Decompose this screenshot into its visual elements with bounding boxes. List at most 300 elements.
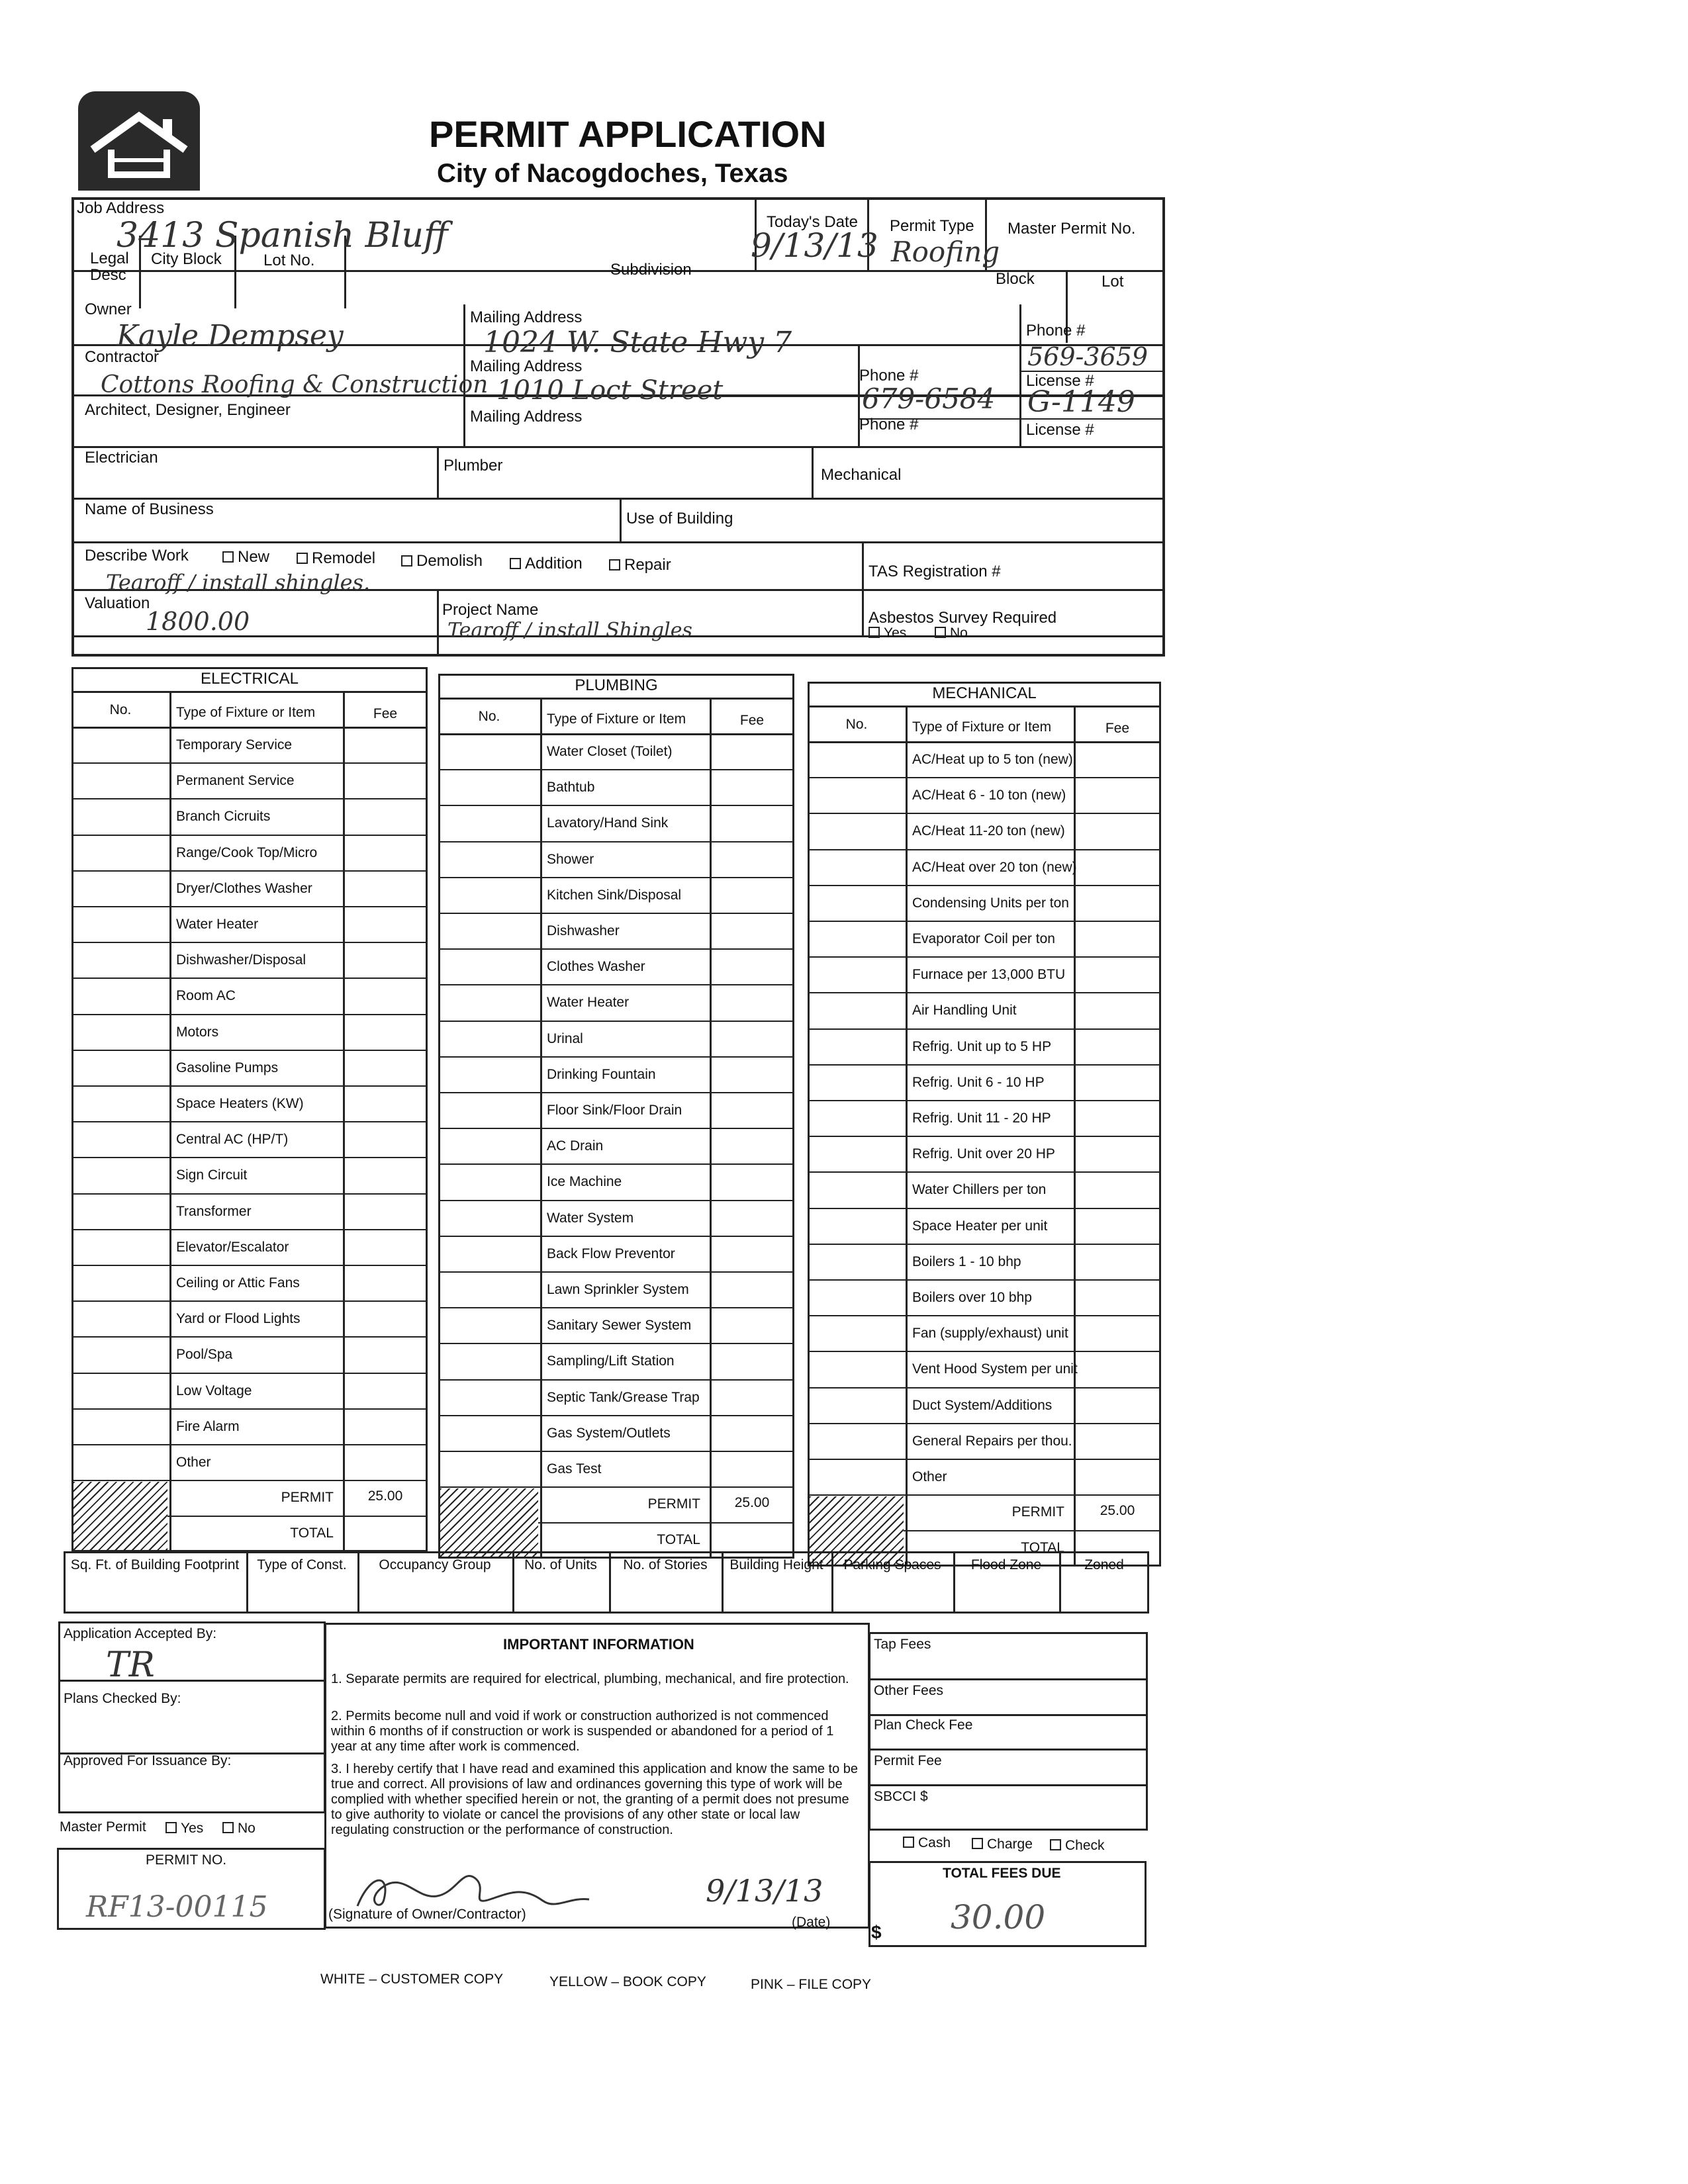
plumbing-item: Water Heater	[547, 995, 630, 1011]
asbestos-yes[interactable]: Yes	[868, 626, 906, 640]
mechanical-item: AC/Heat 6 - 10 ton (new)	[912, 788, 1066, 803]
mechanical-fee-cell[interactable]	[1076, 1281, 1158, 1313]
mechanical-fee-cell[interactable]	[1076, 923, 1158, 954]
electrical-item: Other	[176, 1455, 211, 1470]
electrical-title: ELECTRICAL	[200, 670, 299, 688]
plumbing-item: Urinal	[547, 1030, 583, 1046]
project-name-value[interactable]: Tearoff / install Shingles	[447, 619, 692, 642]
plumbing-item: Dishwasher	[547, 923, 620, 938]
mechanical-fee-cell[interactable]	[1076, 1246, 1158, 1277]
contractor-value[interactable]: Cottons Roofing & Construction	[101, 371, 489, 398]
electrical-fee-cell[interactable]	[346, 764, 425, 796]
plumbing-no-cell[interactable]	[441, 1058, 538, 1090]
plumbing-fee-cell[interactable]	[712, 1345, 792, 1377]
mechanical-no-cell[interactable]	[810, 1353, 903, 1385]
plumbing-no-cell[interactable]	[441, 1453, 538, 1484]
house-icon	[78, 91, 200, 191]
mechanical-fee-cell[interactable]	[1076, 1353, 1158, 1385]
plumbing-item: Back Flow Preventor	[547, 1246, 675, 1261]
mechanical-fee-cell[interactable]	[1076, 815, 1158, 846]
plumbing-no-cell[interactable]	[441, 1023, 538, 1054]
electrical-no-cell[interactable]	[74, 1446, 167, 1478]
electrical-fee-cell[interactable]	[346, 1375, 425, 1406]
tap-fees-label: Tap Fees	[874, 1637, 931, 1652]
electrical-item: Temporary Service	[176, 737, 293, 752]
signature-date-value: 9/13/13	[706, 1873, 823, 1909]
payment-cash[interactable]: Cash	[903, 1836, 951, 1850]
plumbing-no-cell[interactable]	[441, 771, 538, 803]
plumbing-title: PLUMBING	[575, 676, 658, 694]
mechanical-fee-cell[interactable]	[1076, 851, 1158, 883]
plumbing-fee-cell[interactable]	[712, 843, 792, 875]
owner-mailing-address-value[interactable]: 1024 W. State Hwy 7	[483, 326, 792, 359]
electrical-fee-cell[interactable]	[346, 1123, 425, 1155]
mechanical-no-cell[interactable]	[810, 994, 903, 1026]
plumbing-fee-cell[interactable]	[712, 1130, 792, 1161]
contractor-label: Contractor	[85, 348, 160, 366]
electrical-total-label: TOTAL	[290, 1525, 334, 1541]
job-address-value[interactable]: 3413 Spanish Bluff	[117, 216, 448, 255]
mechanical-item: Duct System/Additions	[912, 1397, 1053, 1413]
mechanical-no-cell[interactable]	[810, 887, 903, 919]
plumbing-fee-cell[interactable]	[712, 1202, 792, 1234]
electrical-hatch	[73, 1482, 167, 1549]
electrical-fee-cell[interactable]	[346, 1446, 425, 1478]
building-info-no-of-units: No. of Units	[524, 1557, 597, 1572]
mechanical-item: Refrig. Unit 11 - 20 HP	[912, 1111, 1051, 1126]
plumbing-permit-fee: 25.00	[734, 1495, 770, 1511]
electrical-no-cell[interactable]	[74, 944, 167, 976]
mechanical-item: Space Heater per unit	[912, 1218, 1048, 1234]
work-option-addition[interactable]: Addition	[510, 556, 583, 572]
electrical-item: Sign Circuit	[176, 1167, 248, 1183]
mechanical-no-cell[interactable]	[810, 1173, 903, 1205]
mechanical-no-cell[interactable]	[810, 815, 903, 846]
important-info-1: 1. Separate permits are required for electrical, plumbing, mechanical, and fire protection.	[331, 1672, 849, 1686]
footer-white-copy: WHITE – CUSTOMER COPY	[320, 1972, 504, 1987]
plumbing-item: Gas System/Outlets	[547, 1425, 671, 1441]
master-permit-no-label: Master Permit No.	[1008, 220, 1136, 238]
plumbing-no-cell[interactable]	[441, 915, 538, 946]
plumbing-fee-cell[interactable]	[712, 1058, 792, 1090]
plumbing-fee-cell[interactable]	[712, 1453, 792, 1484]
mechanical-fee-cell[interactable]	[1076, 958, 1158, 990]
electrical-no-cell[interactable]	[74, 1159, 167, 1191]
electrical-no-cell[interactable]	[74, 1231, 167, 1263]
building-info-occupancy-group: Occupancy Group	[379, 1557, 491, 1572]
todays-date-value[interactable]: 9/13/13	[751, 226, 878, 265]
plumbing-fee-cell[interactable]	[712, 950, 792, 982]
payment-charge[interactable]: Charge	[972, 1837, 1033, 1851]
approved-for-issuance-label: Approved For Issuance By:	[64, 1753, 232, 1768]
mechanical-no-cell[interactable]	[810, 1138, 903, 1169]
electrical-no-cell[interactable]	[74, 1123, 167, 1155]
permit-type-label: Permit Type	[890, 217, 974, 235]
contractor-mailing-address-value[interactable]: 1010 Loct Street	[496, 375, 724, 406]
plumbing-fee-cell[interactable]	[712, 1273, 792, 1305]
permit-fee-label: Permit Fee	[874, 1753, 942, 1768]
project-name-label: Project Name	[442, 601, 539, 619]
electrical-no-cell[interactable]	[74, 837, 167, 868]
building-info-zoned: Zoned	[1084, 1557, 1124, 1572]
electrical-fee-cell[interactable]	[346, 1410, 425, 1442]
business-name-label: Name of Business	[85, 500, 214, 518]
plumbing-no-cell[interactable]	[441, 843, 538, 875]
plumbing-fee-cell[interactable]	[712, 1165, 792, 1197]
electrical-permit-fee: 25.00	[367, 1488, 403, 1504]
mechanical-no-cell[interactable]	[810, 851, 903, 883]
plumbing-fee-cell[interactable]	[712, 771, 792, 803]
electrical-no-cell[interactable]	[74, 1195, 167, 1227]
mechanical-fee-cell[interactable]	[1076, 1066, 1158, 1098]
footer-yellow-copy: YELLOW – BOOK COPY	[549, 1974, 706, 1989]
building-info-building-height: Building Height	[729, 1557, 823, 1572]
accepted-by-label: Application Accepted By:	[64, 1626, 217, 1641]
electrical-no-cell[interactable]	[74, 1338, 167, 1370]
work-option-new[interactable]: New	[222, 549, 269, 565]
mechanical-item: Fan (supply/exhaust) unit	[912, 1326, 1068, 1342]
electrical-fee-cell[interactable]	[346, 1159, 425, 1191]
architect-license-label: License #	[1026, 421, 1094, 439]
mechanical-item: Furnace per 13,000 BTU	[912, 967, 1066, 983]
mechanical-no-cell[interactable]	[810, 743, 903, 775]
electrical-fee-cell[interactable]	[346, 1195, 425, 1227]
electrical-fee-cell[interactable]	[346, 1267, 425, 1298]
electrical-item: Dryer/Clothes Washer	[176, 880, 312, 896]
block-label: Block	[996, 270, 1035, 288]
important-info-2: 2. Permits become null and void if work or construction authorized is not commenced within 6 months of if construction or work is suspended or abandoned for a period of 1 year at any time after work is commenced.	[331, 1709, 834, 1754]
valuation-label: Valuation	[85, 594, 150, 612]
mechanical-item: Refrig. Unit up to 5 HP	[912, 1038, 1052, 1054]
plumbing-item: Ice Machine	[547, 1174, 622, 1190]
electrical-col-no: No.	[109, 702, 132, 717]
electrical-fee-cell[interactable]	[346, 1302, 425, 1334]
mechanical-item: AC/Heat 11-20 ton (new)	[912, 823, 1065, 839]
mechanical-fee-cell[interactable]	[1076, 1210, 1158, 1242]
contractor-license-value[interactable]: G-1149	[1027, 385, 1135, 419]
electrical-item: Dishwasher/Disposal	[176, 952, 306, 968]
plumbing-fee-cell[interactable]	[712, 1309, 792, 1341]
mechanical-fee-cell[interactable]	[1076, 1173, 1158, 1205]
building-info-parking-spaces: Parking Spaces	[843, 1557, 941, 1572]
electrical-col-fee: Fee	[373, 706, 398, 721]
mechanical-no-cell[interactable]	[810, 779, 903, 811]
mechanical-no-cell[interactable]	[810, 1102, 903, 1134]
master-permit-yes[interactable]: Yes	[165, 1821, 203, 1835]
mechanical-item: AC/Heat over 20 ton (new)	[912, 859, 1077, 875]
plumbing-no-cell[interactable]	[441, 986, 538, 1018]
mechanical-fee-cell[interactable]	[1076, 1461, 1158, 1492]
permit-type-value[interactable]: Roofing	[891, 236, 1000, 268]
plumbing-no-cell[interactable]	[441, 1238, 538, 1269]
city-block-label: City Block	[151, 250, 222, 268]
accepted-by-value: TR	[106, 1645, 155, 1685]
mechanical-fee-cell[interactable]	[1076, 887, 1158, 919]
electrical-no-cell[interactable]	[74, 764, 167, 796]
subdivision-label: Subdivision	[610, 261, 692, 279]
payment-check[interactable]: Check	[1050, 1839, 1105, 1852]
plumbing-item: Sampling/Lift Station	[547, 1353, 675, 1369]
electrical-col-type: Type of Fixture or Item	[176, 705, 316, 720]
city-logo	[78, 91, 200, 191]
plumbing-no-cell[interactable]	[441, 1273, 538, 1305]
lot-no-label: Lot No.	[263, 251, 315, 269]
plumbing-item: Drinking Fountain	[547, 1066, 656, 1082]
mechanical-no-cell[interactable]	[810, 958, 903, 990]
electrical-fee-cell[interactable]	[346, 1231, 425, 1263]
electrical-fee-cell[interactable]	[346, 1338, 425, 1370]
plumbing-item: Sanitary Sewer System	[547, 1318, 692, 1334]
electrical-fee-cell[interactable]	[346, 872, 425, 904]
mechanical-fee-cell[interactable]	[1076, 1317, 1158, 1349]
work-option-demolish[interactable]: Demolish	[401, 553, 483, 569]
electrical-item: Motors	[176, 1024, 219, 1040]
electrical-item: Low Voltage	[176, 1383, 252, 1398]
approval-box	[58, 1621, 326, 1813]
mechanical-permit-fee: 25.00	[1100, 1503, 1135, 1519]
plumbing-no-cell[interactable]	[441, 1309, 538, 1341]
work-option-remodel[interactable]: Remodel	[297, 551, 375, 567]
plumbing-fee-cell[interactable]	[712, 879, 792, 911]
total-fees-value: 30.00	[951, 1898, 1046, 1936]
mechanical-item: Boilers 1 - 10 bhp	[912, 1253, 1021, 1269]
contractor-mailing-address-label: Mailing Address	[470, 357, 583, 375]
mechanical-item: Air Handling Unit	[912, 1003, 1017, 1019]
mechanical-fee-cell[interactable]	[1076, 1425, 1158, 1457]
plumbing-fee-cell[interactable]	[712, 735, 792, 767]
plumbing-fee-cell[interactable]	[712, 1381, 792, 1413]
footer-pink-copy: PINK – FILE COPY	[751, 1977, 872, 1992]
mechanical-col-fee: Fee	[1105, 721, 1130, 736]
mechanical-no-cell[interactable]	[810, 1030, 903, 1062]
plumbing-col-type: Type of Fixture or Item	[547, 711, 686, 727]
mechanical-title: MECHANICAL	[932, 684, 1037, 702]
electrical-item: Transformer	[176, 1203, 252, 1219]
form-title: PERMIT APPLICATION	[429, 113, 827, 155]
electrical-permit-label: PERMIT	[281, 1490, 334, 1506]
electrical-fee-cell[interactable]	[346, 1016, 425, 1048]
plumbing-fee-cell[interactable]	[712, 1023, 792, 1054]
mechanical-item: AC/Heat up to 5 ton (new)	[912, 752, 1073, 767]
lot-label: Lot	[1102, 273, 1124, 291]
plumbing-no-cell[interactable]	[441, 950, 538, 982]
plumbing-no-cell[interactable]	[441, 1417, 538, 1449]
owner-phone-label: Phone #	[1026, 322, 1086, 340]
mechanical-col-type: Type of Fixture or Item	[912, 719, 1052, 735]
master-permit-label: Master Permit	[60, 1819, 146, 1835]
electrical-no-cell[interactable]	[74, 729, 167, 760]
plumbing-no-cell[interactable]	[441, 1202, 538, 1234]
plumbing-no-cell[interactable]	[441, 1094, 538, 1126]
electrical-item: Elevator/Escalator	[176, 1239, 289, 1255]
electrical-no-cell[interactable]	[74, 872, 167, 904]
mechanical-fee-cell[interactable]	[1076, 1030, 1158, 1062]
plumbing-hatch	[440, 1488, 538, 1556]
electrical-fee-cell[interactable]	[346, 944, 425, 976]
electrical-item: Water Heater	[176, 917, 259, 932]
plumbing-fee-cell[interactable]	[712, 986, 792, 1018]
date-label: (Date)	[792, 1915, 831, 1930]
mechanical-fee-cell[interactable]	[1076, 1138, 1158, 1169]
dollar-sign: $	[871, 1922, 882, 1942]
plumbing-item: Water System	[547, 1210, 634, 1226]
job-address-label: Job Address	[77, 199, 165, 217]
mechanical-no-cell[interactable]	[810, 923, 903, 954]
plumbing-fee-cell[interactable]	[712, 1417, 792, 1449]
electrician-label: Electrician	[85, 449, 158, 467]
plumbing-col-fee: Fee	[739, 713, 765, 728]
mechanical-total-label: TOTAL	[1021, 1540, 1064, 1556]
mechanical-no-cell[interactable]	[810, 1210, 903, 1242]
contractor-phone-label: Phone #	[859, 367, 919, 385]
plumbing-total-label: TOTAL	[657, 1532, 700, 1548]
plumbing-no-cell[interactable]	[441, 879, 538, 911]
mechanical-fee-cell[interactable]	[1076, 1102, 1158, 1134]
architect-mailing-address-label: Mailing Address	[470, 408, 583, 426]
architect-label: Architect, Designer, Engineer	[85, 401, 291, 419]
plumber-label: Plumber	[444, 457, 503, 475]
contractor-phone-value[interactable]: 679-6584	[862, 383, 996, 415]
electrical-no-cell[interactable]	[74, 1052, 167, 1083]
electrical-no-cell[interactable]	[74, 1087, 167, 1119]
electrical-fee-cell[interactable]	[346, 1087, 425, 1119]
valuation-value[interactable]: 1800.00	[146, 607, 250, 636]
mechanical-item: Condensing Units per ton	[912, 895, 1069, 911]
mechanical-no-cell[interactable]	[810, 1317, 903, 1349]
plans-checked-label: Plans Checked By:	[64, 1691, 181, 1706]
electrical-no-cell[interactable]	[74, 1375, 167, 1406]
mechanical-label: Mechanical	[821, 466, 902, 484]
signature-label: (Signature of Owner/Contractor)	[328, 1907, 526, 1922]
owner-phone-value[interactable]: 569-3659	[1027, 342, 1149, 371]
electrical-no-cell[interactable]	[74, 1302, 167, 1334]
mechanical-item: Evaporator Coil per ton	[912, 931, 1055, 946]
electrical-no-cell[interactable]	[74, 1267, 167, 1298]
electrical-no-cell[interactable]	[74, 1410, 167, 1442]
describe-work-label: Describe Work	[85, 547, 189, 565]
electrical-item: Pool/Spa	[176, 1347, 233, 1363]
plumbing-no-cell[interactable]	[441, 1381, 538, 1413]
plumbing-fee-cell[interactable]	[712, 807, 792, 839]
electrical-no-cell[interactable]	[74, 979, 167, 1011]
plumbing-fee-cell[interactable]	[712, 915, 792, 946]
architect-phone-label: Phone #	[859, 416, 919, 433]
mechanical-item: General Repairs per thou.	[912, 1433, 1072, 1449]
permit-no-label: PERMIT NO.	[146, 1852, 227, 1868]
plumbing-no-cell[interactable]	[441, 807, 538, 839]
plan-check-fee-label: Plan Check Fee	[874, 1717, 973, 1733]
owner-mailing-address-label: Mailing Address	[470, 308, 583, 326]
plumbing-item: Septic Tank/Grease Trap	[547, 1389, 700, 1405]
plumbing-no-cell[interactable]	[441, 1165, 538, 1197]
plumbing-permit-label: PERMIT	[647, 1496, 700, 1512]
mechanical-no-cell[interactable]	[810, 1281, 903, 1313]
electrical-item: Central AC (HP/T)	[176, 1132, 289, 1148]
plumbing-item: Kitchen Sink/Disposal	[547, 887, 682, 903]
electrical-no-cell[interactable]	[74, 908, 167, 940]
plumbing-item: Gas Test	[547, 1461, 602, 1477]
plumbing-item: Clothes Washer	[547, 959, 645, 975]
electrical-fee-cell[interactable]	[346, 800, 425, 832]
mechanical-no-cell[interactable]	[810, 1425, 903, 1457]
mechanical-no-cell[interactable]	[810, 1066, 903, 1098]
form-subtitle: City of Nacogdoches, Texas	[437, 159, 788, 188]
mechanical-item: Boilers over 10 bhp	[912, 1290, 1032, 1305]
electrical-item: Branch Cicruits	[176, 809, 271, 825]
electrical-fee-cell[interactable]	[346, 979, 425, 1011]
electrical-fee-cell[interactable]	[346, 1052, 425, 1083]
building-info-sq-ft-of-building-footprint: Sq. Ft. of Building Footprint	[70, 1557, 240, 1572]
use-of-building-label: Use of Building	[626, 510, 733, 527]
todays-date-label: Today's Date	[767, 213, 858, 231]
mechanical-item: Vent Hood System per unit	[912, 1361, 1078, 1377]
electrical-fee-cell[interactable]	[346, 908, 425, 940]
plumbing-no-cell[interactable]	[441, 1345, 538, 1377]
plumbing-item: Water Closet (Toilet)	[547, 744, 673, 759]
mechanical-no-cell[interactable]	[810, 1246, 903, 1277]
mechanical-item: Water Chillers per ton	[912, 1182, 1047, 1198]
owner-value[interactable]: Kayle Dempsey	[117, 319, 344, 353]
mechanical-fee-cell[interactable]	[1076, 743, 1158, 775]
tas-registration-label: TAS Registration #	[868, 563, 1001, 580]
mechanical-fee-cell[interactable]	[1076, 1389, 1158, 1421]
other-fees-label: Other Fees	[874, 1683, 944, 1698]
mechanical-fee-cell[interactable]	[1076, 779, 1158, 811]
electrical-fee-cell[interactable]	[346, 837, 425, 868]
electrical-item: Fire Alarm	[176, 1418, 240, 1434]
electrical-item: Ceiling or Attic Fans	[176, 1275, 300, 1291]
electrical-item: Permanent Service	[176, 773, 295, 789]
asbestos-no[interactable]: No	[935, 626, 968, 640]
building-info-no-of-stories: No. of Stories	[623, 1557, 708, 1572]
plumbing-col-no: No.	[478, 709, 500, 724]
contractor-license-label: License #	[1026, 372, 1094, 390]
plumbing-item: AC Drain	[547, 1138, 604, 1154]
plumbing-item: Bathtub	[547, 780, 595, 796]
asbestos-label: Asbestos Survey Required	[868, 609, 1057, 627]
legal-desc-label: Legal Desc	[90, 250, 129, 285]
electrical-item: Gasoline Pumps	[176, 1060, 279, 1075]
plumbing-item: Floor Sink/Floor Drain	[547, 1103, 682, 1118]
electrical-item: Range/Cook Top/Micro	[176, 844, 318, 860]
plumbing-no-cell[interactable]	[441, 735, 538, 767]
mechanical-item: Refrig. Unit over 20 HP	[912, 1146, 1055, 1162]
mechanical-col-no: No.	[845, 717, 868, 732]
plumbing-item: Lavatory/Hand Sink	[547, 815, 669, 831]
electrical-fee-cell[interactable]	[346, 729, 425, 760]
mechanical-no-cell[interactable]	[810, 1389, 903, 1421]
building-info-flood-zone: Flood Zone	[970, 1557, 1042, 1572]
important-info-3: 3. I hereby certify that I have read and examined this application and know the same to be true and correct. All provisions of law and ordinances governing this type of work will be complied with whether specified herein or not, the granting of a permit does not presume to give authority to violate or cancel the provisions of any other state or local law regulating construction or the performance of construction.	[331, 1762, 859, 1837]
plumbing-no-cell[interactable]	[441, 1130, 538, 1161]
electrical-item: Space Heaters (KW)	[176, 1096, 304, 1111]
electrical-no-cell[interactable]	[74, 1016, 167, 1048]
master-permit-no[interactable]: No	[222, 1821, 256, 1835]
mechanical-fee-cell[interactable]	[1076, 994, 1158, 1026]
plumbing-item: Lawn Sprinkler System	[547, 1282, 689, 1297]
electrical-item: Yard or Flood Lights	[176, 1311, 301, 1327]
mechanical-no-cell[interactable]	[810, 1461, 903, 1492]
plumbing-item: Shower	[547, 851, 594, 867]
electrical-no-cell[interactable]	[74, 800, 167, 832]
plumbing-fee-cell[interactable]	[712, 1094, 792, 1126]
describe-work-value[interactable]: Tearoff / install shingles.	[106, 570, 371, 595]
mechanical-item: Refrig. Unit 6 - 10 HP	[912, 1074, 1045, 1090]
plumbing-fee-cell[interactable]	[712, 1238, 792, 1269]
work-option-repair[interactable]: Repair	[609, 557, 671, 573]
owner-label: Owner	[85, 300, 132, 318]
building-info-type-of-const: Type of Const.	[257, 1557, 347, 1572]
